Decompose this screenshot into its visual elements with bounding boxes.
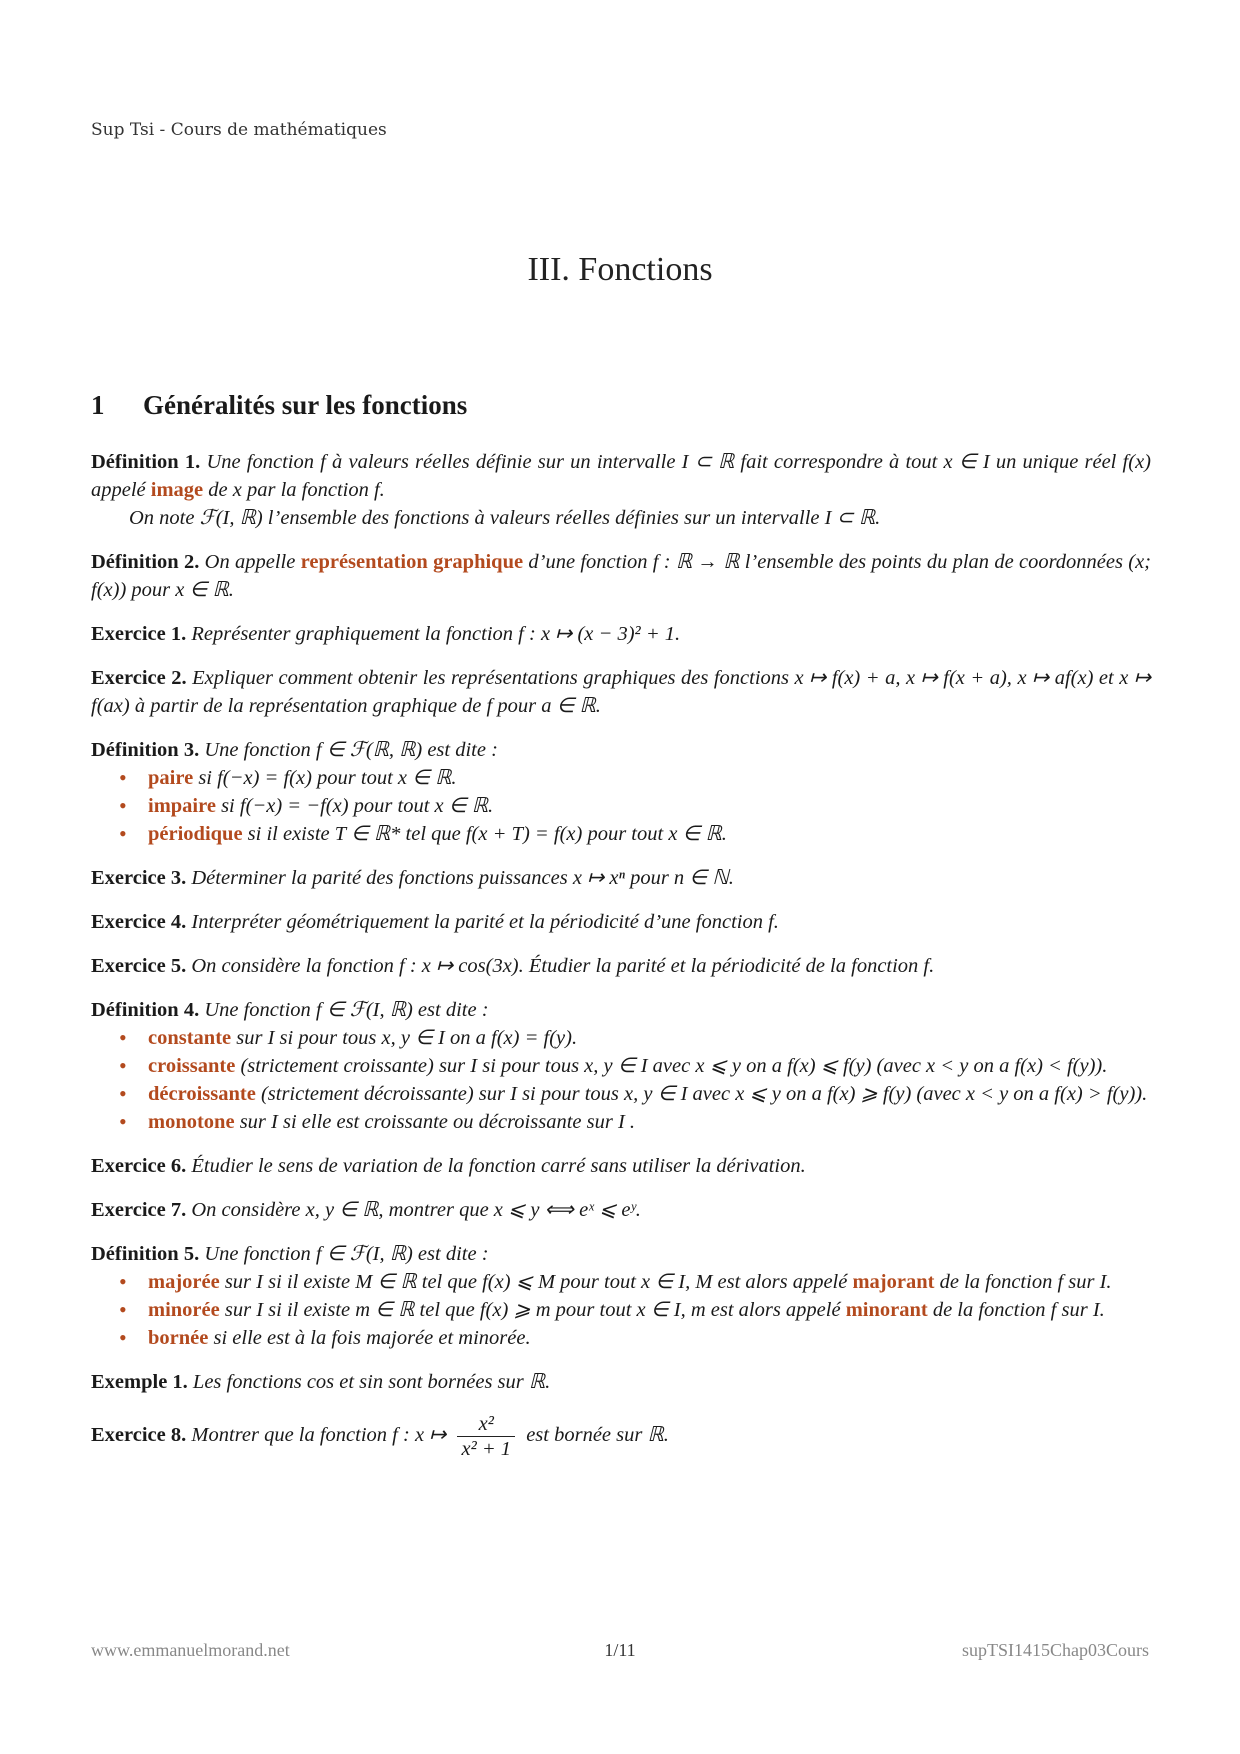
definition-5: Définition 5. Une fonction f ∈ ℱ(I, ℝ) est dite : • majorée sur I si il existe M ∈ ℝ tel que f(x) ⩽ M pour tout x ∈ I, M est alors appelé majorant de la fonction f sur I. • minorée sur I si il existe m ∈ ℝ tel que f(x) ⩾ m pour tout x ∈ I, m est alors appelé minorant de la fonction f sur I. • bornée si elle est à la fois majorée et minorée.: [91, 1240, 1151, 1352]
exercise-label: Exercice 8.: [91, 1424, 187, 1447]
definition-2: Définition 2. On appelle représentation graphique d’une fonction f : ℝ → ℝ l’ensemble des points du plan de coordonnées (x; f(x)) pour x ∈ ℝ.: [91, 551, 1152, 601]
list-item: • minorée sur I si il existe m ∈ ℝ tel que f(x) ⩾ m pour tout x ∈ I, m est alors appelé minorant de la fonction f sur I.: [119, 1296, 1151, 1324]
list-item: • paire si f(−x) = f(x) pour tout x ∈ ℝ.: [119, 764, 1151, 792]
exercise-label: Exercice 1.: [91, 623, 187, 645]
exercise-4: Exercice 4. Interpréter géométriquement la parité et la périodicité d’une fonction f.: [91, 911, 779, 933]
definition-label: Définition 5.: [91, 1243, 200, 1265]
definition-1: Définition 1. Une fonction f à valeurs réelles définie sur un intervalle I ⊂ ℝ fait correspondre à tout x ∈ I un unique réel f(x) appelé image de x par la fonction f. On note ℱ(I, ℝ) l’ensemble des fonctions à valeurs réelles définies sur un intervalle I ⊂ ℝ.: [91, 451, 1152, 529]
example-label: Exemple 1.: [91, 1371, 188, 1393]
exercise-label: Exercice 6.: [91, 1155, 187, 1177]
exercise-6: Exercice 6. Étudier le sens de variation de la fonction carré sans utiliser la dérivation.: [91, 1155, 806, 1177]
definition-4: Définition 4. Une fonction f ∈ ℱ(I, ℝ) est dite : • constante sur I si pour tous x, y ∈ I on a f(x) = f(y). • croissante (strictement croissante) sur I si pour tous x, y ∈ I avec x ⩽ y on a f(x) ⩽ f(y) (avec x < y on a f(x) < f(y)). • décroissante (strictement décroissante) sur I si pour tous x, y ∈ I avec x ⩽ y on a f(x) ⩾ f(y) (avec x < y on a f(x) > f(y)). • monotone sur I si elle est croissante ou décroissante sur I .: [91, 996, 1151, 1136]
running-head: Sup Tsi - Cours de mathématiques: [91, 120, 387, 140]
section-heading: [91, 390, 467, 421]
fraction-denominator: x² + 1: [461, 1438, 512, 1460]
definition-label: Définition 4.: [91, 999, 200, 1021]
exercise-5: Exercice 5. On considère la fonction f : x ↦ cos(3x). Étudier la parité et la périodicité de la fonction f.: [91, 955, 935, 977]
exercise-7: Exercice 7. On considère x, y ∈ ℝ, montrer que x ⩽ y ⟺ eˣ ⩽ eʸ.: [91, 1199, 641, 1221]
exercise-label: Exercice 5.: [91, 955, 187, 977]
chapter-title: III. Fonctions: [527, 250, 713, 288]
definition-label: Définition 1.: [91, 451, 201, 473]
footer-website: www.emmanuelmorand.net: [91, 1640, 290, 1660]
list-item: • constante sur I si pour tous x, y ∈ I on a f(x) = f(y).: [119, 1024, 1151, 1052]
exercise-1: Exercice 1. Représenter graphiquement la fonction f : x ↦ (x − 3)² + 1.: [91, 623, 681, 645]
section-title: Généralités sur les fonctions: [143, 390, 468, 420]
section-number: 1: [91, 390, 105, 420]
exercise-label: Exercice 2.: [91, 667, 187, 689]
fraction-numerator: x²: [457, 1412, 515, 1437]
list-item: • impaire si f(−x) = −f(x) pour tout x ∈ ℝ.: [119, 792, 1151, 820]
definition-list: [91, 764, 1151, 848]
exercise-2: Exercice 2. Expliquer comment obtenir les représentations graphiques des fonctions x ↦ f(x) + a, x ↦ f(x + a), x ↦ af(x) et x ↦ f(ax) à partir de la représentation graphique de f pour a ∈ ℝ.: [91, 667, 1152, 717]
exercise-label: Exercice 4.: [91, 911, 187, 933]
list-item: • périodique si il existe T ∈ ℝ* tel que f(x + T) = f(x) pour tout x ∈ ℝ.: [119, 820, 1151, 848]
footer-page-number: 1/11: [604, 1640, 636, 1660]
definition-list: [91, 1268, 1151, 1352]
document-body: [91, 448, 1151, 1477]
keyword: représentation graphique: [300, 551, 524, 573]
definition-label: Définition 3.: [91, 739, 200, 761]
example-1: Exemple 1. Les fonctions cos et sin sont bornées sur ℝ.: [91, 1371, 551, 1393]
list-item: • croissante (strictement croissante) sur I si pour tous x, y ∈ I avec x ⩽ y on a f(x) ⩽ f(y) (avec x < y on a f(x) < f(y)).: [119, 1052, 1151, 1080]
list-item: • majorée sur I si il existe M ∈ ℝ tel que f(x) ⩽ M pour tout x ∈ I, M est alors appelé majorant de la fonction f sur I.: [119, 1268, 1151, 1296]
list-item: • décroissante (strictement décroissante) sur I si pour tous x, y ∈ I avec x ⩽ y on a f(x) ⩾ f(y) (avec x < y on a f(x) > f(y)).: [119, 1080, 1151, 1108]
keyword: image: [150, 479, 204, 501]
list-item: • bornée si elle est à la fois majorée et minorée.: [119, 1324, 1151, 1352]
footer-document-id: supTSI1415Chap03Cours: [961, 1640, 1149, 1660]
fraction: [457, 1412, 515, 1461]
exercise-label: Exercice 3.: [91, 867, 187, 889]
definition-3: Définition 3. Une fonction f ∈ ℱ(ℝ, ℝ) est dite : • paire si f(−x) = f(x) pour tout x ∈ ℝ. • impaire si f(−x) = −f(x) pour tout x ∈ ℝ. • périodique si il existe T ∈ ℝ* tel que f(x + T) = f(x) pour tout x ∈ ℝ.: [91, 736, 1151, 848]
definition-list: [91, 1024, 1151, 1136]
exercise-label: Exercice 7.: [91, 1199, 187, 1221]
exercise-8: Exercice 8. Montrer que la fonction f : x ↦ $\frac{\text{x²}}{\text{x² + 1}}$ est bornée sur ℝ.: [91, 1413, 669, 1460]
definition-label: Définition 2.: [91, 551, 200, 573]
exercise-3: Exercice 3. Déterminer la parité des fonctions puissances x ↦ xⁿ pour n ∈ ℕ.: [91, 867, 734, 889]
list-item: • monotone sur I si elle est croissante ou décroissante sur I .: [119, 1108, 1151, 1136]
